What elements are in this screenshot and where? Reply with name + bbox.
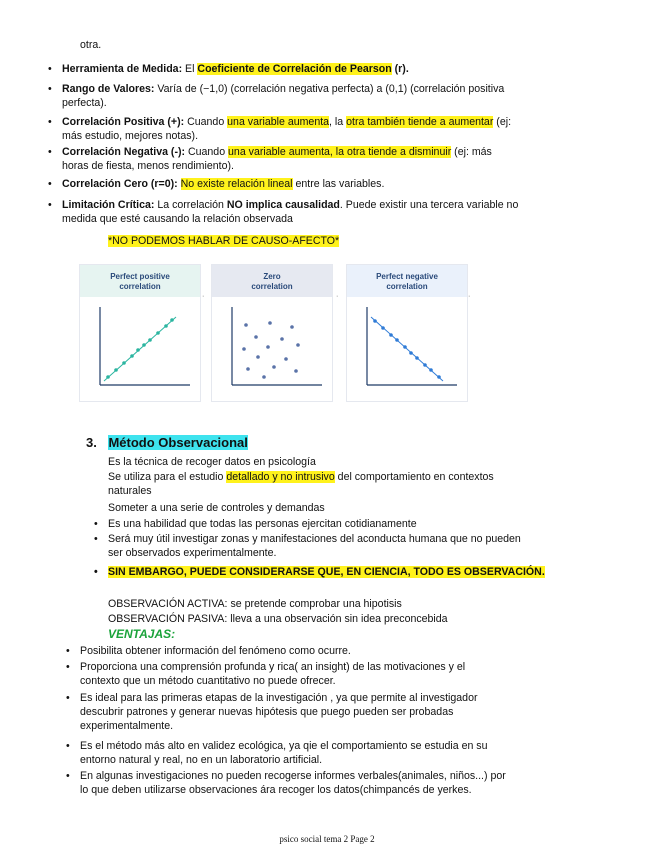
chart-zero-header: Zero correlation xyxy=(212,265,332,297)
chart-positive-point xyxy=(106,375,110,379)
section-heading: 3. Método Observacional xyxy=(86,435,248,450)
obs-definition: Es la técnica de recoger datos en psicología xyxy=(108,456,316,468)
causation-warning: *NO PODEMOS HABLAR DE CAUSO-AFECTO* xyxy=(108,235,340,247)
advantage-item: • En algunas investigaciones no pueden recogerse informes verbales(animales, niños...) por lo que deben utilizarse observaciones ára recoger los datos(chimpancés de yerkes. xyxy=(80,769,580,797)
chart-negative-point xyxy=(389,333,393,337)
chart-negative-point xyxy=(373,319,377,323)
chart-zero-point xyxy=(296,343,300,347)
obs-active: OBSERVACIÓN ACTIVA: se pretende comprobar una hipotisis xyxy=(108,598,402,610)
chart-negative-point xyxy=(403,345,407,349)
chart-negative-point xyxy=(429,368,433,372)
obs-caps-note: • SIN EMBARGO, PUEDE CONSIDERARSE QUE, EN CIENCIA, TODO ES OBSERVACIÓN. xyxy=(108,565,578,579)
chart-zero-point xyxy=(294,369,298,373)
chart-negative-point xyxy=(437,375,441,379)
chart-positive-point xyxy=(148,338,152,342)
chart-positive-header: Perfect positive correlation xyxy=(80,265,200,297)
chart-zero-point xyxy=(272,365,276,369)
chart-positive-point xyxy=(122,361,126,365)
bullet-value-range: • Rango de Valores: Varía de (−1,0) (correlación negativa perfecta) a (0,1) (correlación positiva perfecta). xyxy=(62,82,582,110)
obs-passive: OBSERVACIÓN PASIVA: lleva a una observación sin idea preconcebida xyxy=(108,613,448,625)
chart-negative xyxy=(346,264,471,402)
chart-positive-plot xyxy=(80,297,200,401)
chart-zero-point xyxy=(244,323,248,327)
bullet-positive-correlation: • Correlación Positiva (+): Cuando una variable aumenta, la otra también tiende a aumentar (ej: más estudio, mejores notas). xyxy=(62,115,582,143)
chart-negative-point xyxy=(381,326,385,330)
bullet-zero-correlation: • Correlación Cero (r=0): No existe relación lineal entre las variables. xyxy=(62,177,582,191)
chart-zero-point xyxy=(280,337,284,341)
separator-dot: · xyxy=(336,293,339,300)
chart-positive-point xyxy=(170,318,174,322)
chart-zero-plot xyxy=(212,297,332,401)
chart-positive-point xyxy=(136,348,140,352)
bullet-negative-correlation: • Correlación Negativa (-): Cuando una variable aumenta, la otra tiende a disminuir (ej: más horas de fiesta, menos rendimiento). xyxy=(62,145,582,173)
obs-bullet-skill: • Es una habilidad que todas las personas ejercitan cotidianamente xyxy=(108,517,578,531)
page-footer: psico social tema 2 Page 2 xyxy=(279,834,375,844)
chart-positive-point xyxy=(142,343,146,347)
obs-controls: Someter a una serie de controles y demandas xyxy=(108,502,325,514)
chart-zero-point xyxy=(246,367,250,371)
advantage-item: • Es el método más alto en validez ecológica, ya qie el comportamiento se estudia en su entorno natural y real, no en un laboratorio artificial. xyxy=(80,739,580,767)
chart-zero-point xyxy=(268,321,272,325)
chart-negative-point xyxy=(395,338,399,342)
chart-negative-plot xyxy=(347,297,467,401)
ventajas-heading: VENTAJAS: xyxy=(108,627,176,641)
chart-zero-point xyxy=(254,335,258,339)
chart-zero-point xyxy=(284,357,288,361)
obs-purpose: Se utiliza para el estudio detallado y no intrusivo del comportamiento en contextos naturales xyxy=(108,471,494,497)
advantage-item: • Posibilita obtener información del fenómeno como ocurre. xyxy=(80,644,580,658)
chart-zero-point xyxy=(262,375,266,379)
chart-positive xyxy=(79,264,201,402)
chart-zero-point xyxy=(266,345,270,349)
chart-zero xyxy=(211,264,333,402)
separator-dot: · xyxy=(468,293,471,300)
advantage-item: • Es ideal para las primeras etapas de la investigación , ya que permite al investigador descubrir patrones y generar nuevas hipótesis que puego pueden ser probadas experimentalmente. xyxy=(80,691,580,733)
chart-zero-point xyxy=(242,347,246,351)
chart-positive-point xyxy=(156,331,160,335)
chart-positive-point xyxy=(114,368,118,372)
chart-negative-header: Perfect negative correlation xyxy=(347,265,467,297)
chart-negative-point xyxy=(409,351,413,355)
advantage-item: • Proporciona una comprensión profunda y rica( an insight) de las motivaciones y el contexto que un método cuantitativo no puede ofrecer. xyxy=(80,660,580,688)
continuation-text: otra. xyxy=(80,39,102,51)
chart-negative-point xyxy=(415,356,419,360)
bullet-critical-limitation: • Limitación Crítica: La correlación NO implica causalidad. Puede existir una tercera variable no medida que esté causando la relación observada xyxy=(62,198,582,226)
chart-positive-point xyxy=(130,354,134,358)
chart-positive-point xyxy=(164,324,168,328)
obs-bullet-useful: • Será muy útil investigar zonas y manifestaciones del aconducta humana que no pueden ser observados experimentalmente. xyxy=(108,532,578,560)
chart-zero-point xyxy=(256,355,260,359)
chart-negative-point xyxy=(423,363,427,367)
chart-zero-point xyxy=(290,325,294,329)
separator-dot: · xyxy=(202,293,205,300)
bullet-measure-tool: • Herramienta de Medida: El Coeficiente de Correlación de Pearson (r). xyxy=(62,62,582,76)
